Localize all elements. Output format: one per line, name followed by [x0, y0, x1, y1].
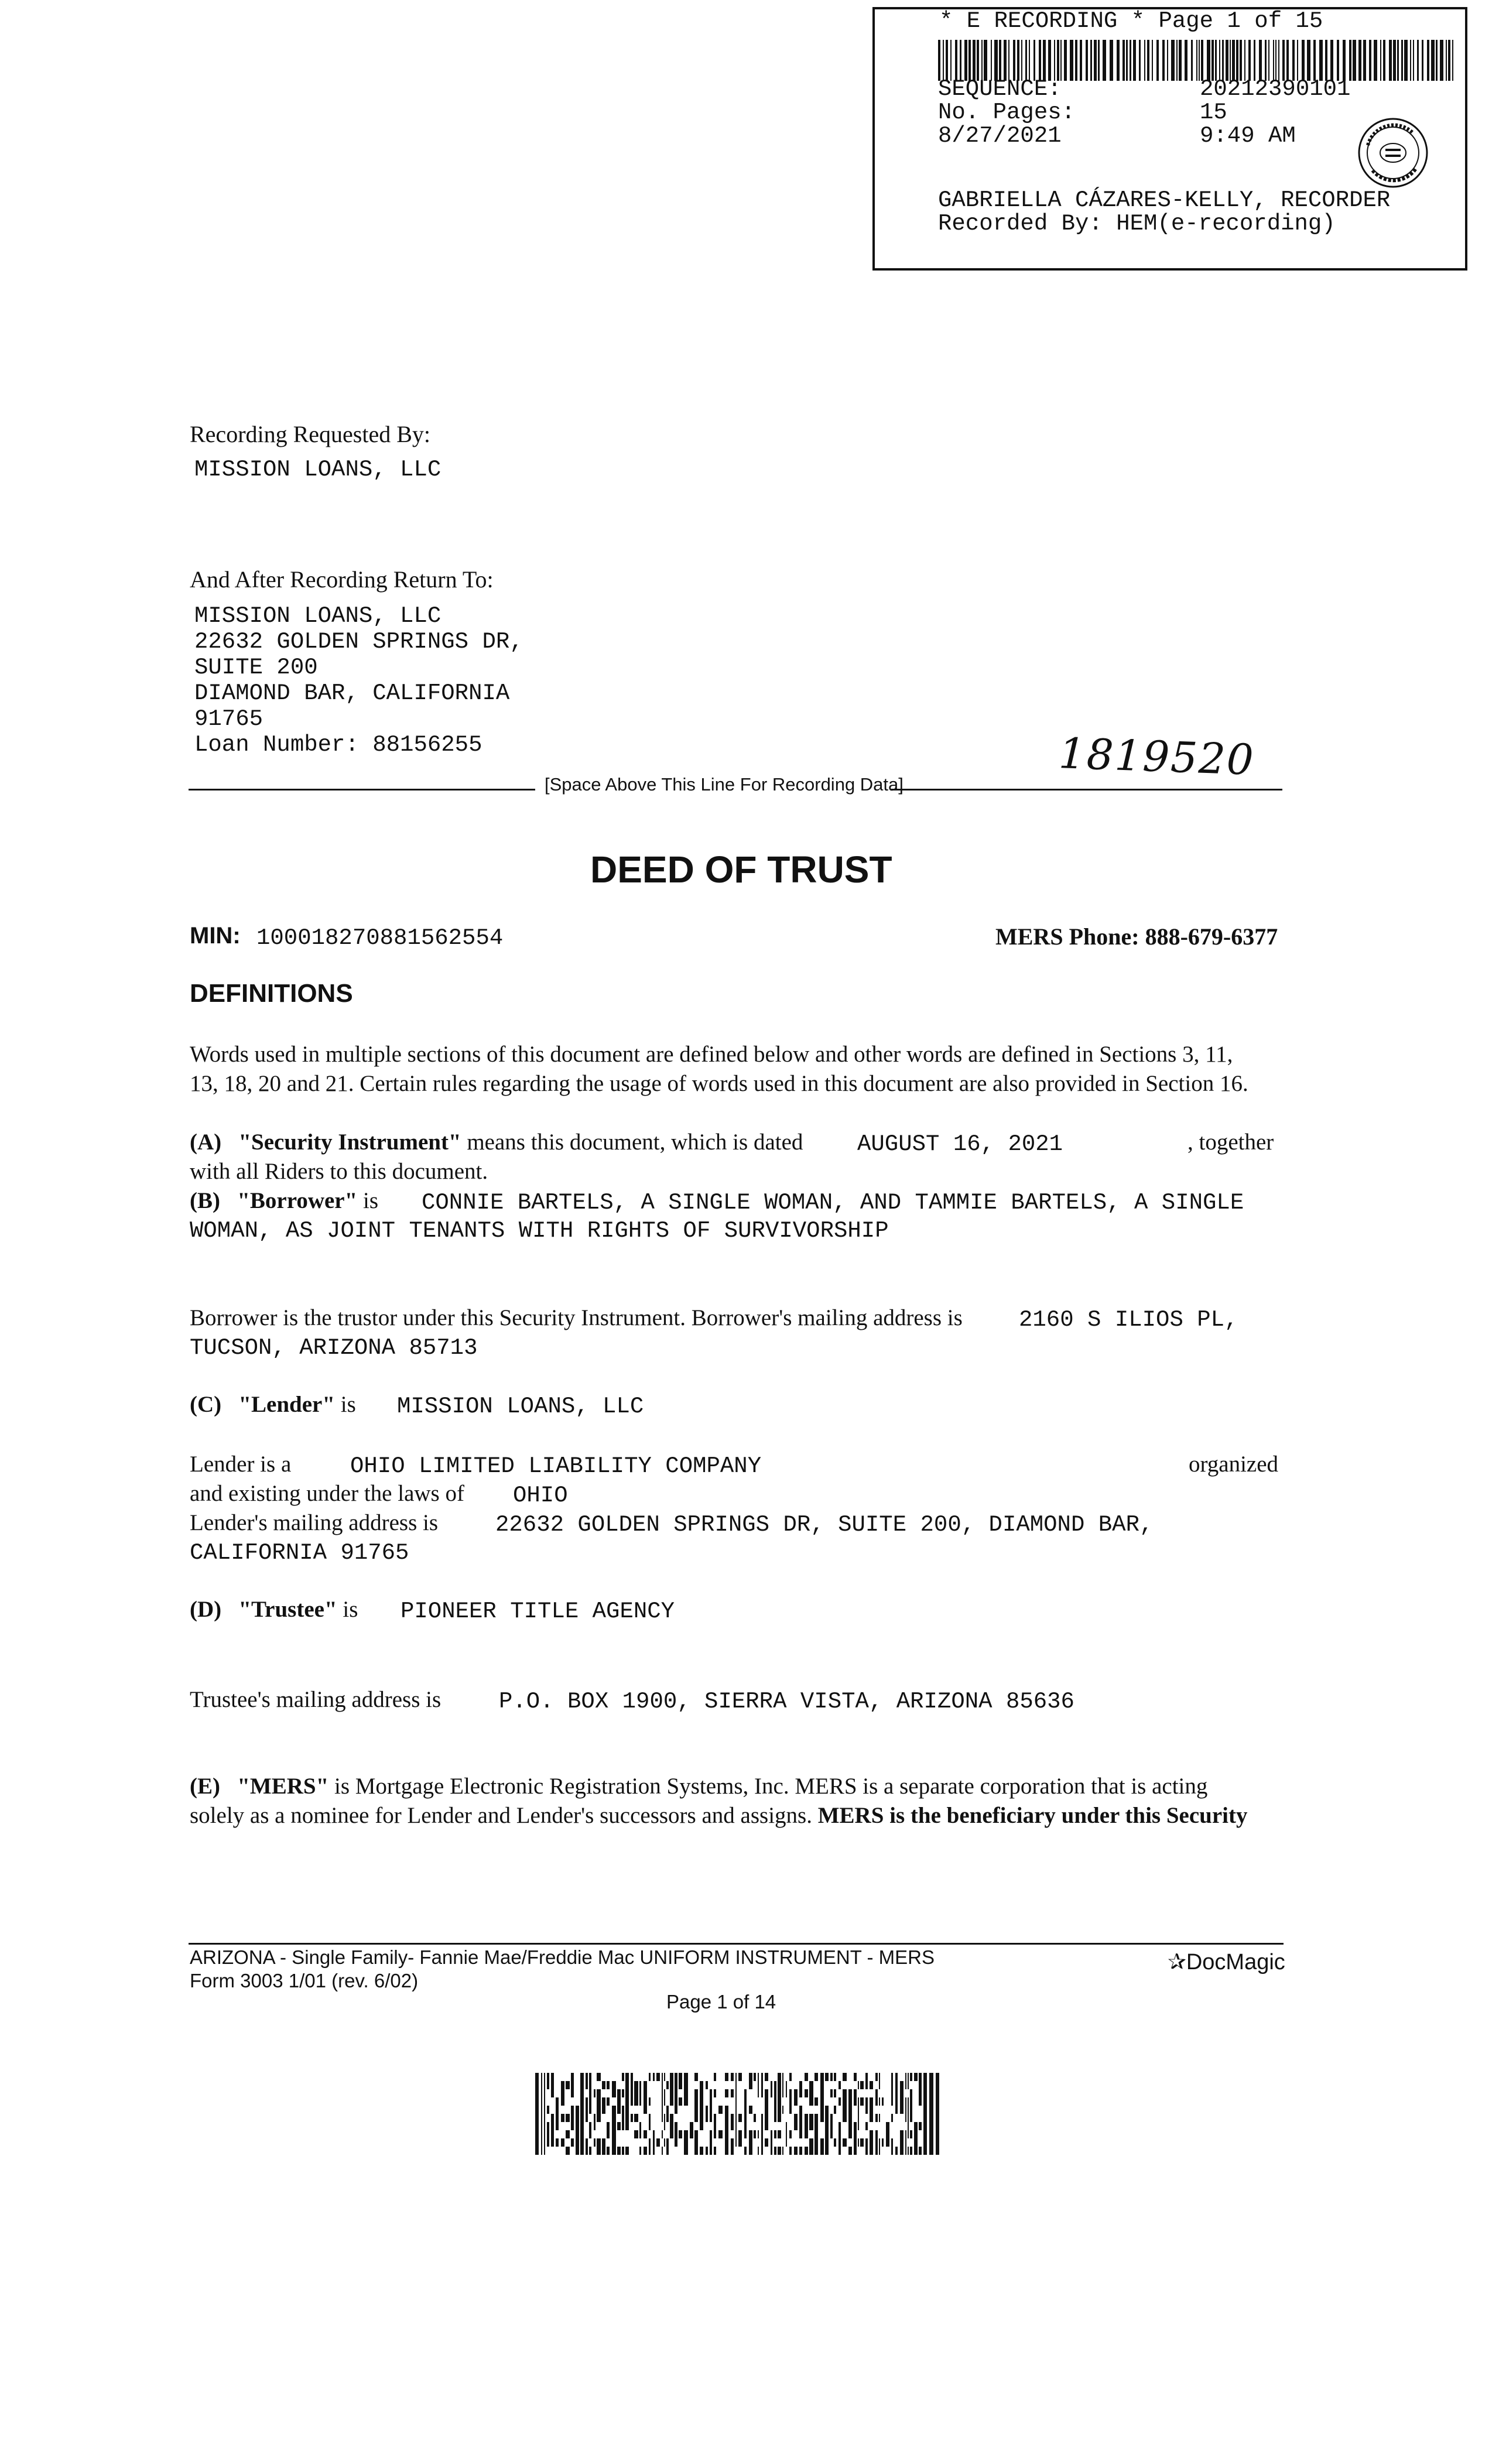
definitions-heading: DEFINITIONS	[190, 979, 353, 1008]
def-a-tag: (A)	[190, 1130, 222, 1155]
min-value: 100018270881562554	[256, 925, 504, 951]
stamp-barcode	[938, 40, 1453, 81]
recorder-name: GABRIELLA CÁZARES-KELLY, RECORDER	[938, 187, 1391, 213]
def-e-line2b: MERS is the beneficiary under this Security	[817, 1803, 1248, 1828]
footer-page-number: Page 1 of 14	[666, 1991, 776, 2013]
lender-entity: OHIO LIMITED LIABILITY COMPANY	[350, 1453, 762, 1479]
county-seal-icon	[1355, 115, 1431, 191]
trustee-name: PIONEER TITLE AGENCY	[401, 1599, 675, 1624]
def-a-line2: with all Riders to this document.	[190, 1159, 488, 1184]
def-d-term: "Trustee"	[238, 1597, 337, 1622]
lender-is-a: Lender is a	[190, 1452, 292, 1477]
def-d-tag: (D)	[190, 1597, 222, 1622]
borrower-address2: TUCSON, ARIZONA 85713	[190, 1335, 478, 1361]
record-time: 9:49 AM	[1200, 123, 1296, 149]
lender-mailing2: CALIFORNIA 91765	[190, 1540, 409, 1566]
def-a	[190, 1128, 803, 1157]
docmagic-brand: DocMagic	[1186, 1950, 1285, 1974]
trustee-mailing: P.O. BOX 1900, SIERRA VISTA, ARIZONA 85636	[499, 1689, 1074, 1714]
lender-laws-text: and existing under the laws of	[190, 1481, 464, 1506]
def-c	[190, 1390, 356, 1419]
def-e-line2a: solely as a nominee for Lender and Lender's successors and assigns.	[190, 1803, 812, 1828]
star-icon: ✰	[1168, 1950, 1186, 1974]
footer-rule	[189, 1943, 1284, 1945]
def-d-is: is	[343, 1597, 358, 1622]
return-line: 91765	[194, 706, 263, 732]
def-c-tag: (C)	[190, 1392, 222, 1417]
handwritten-number: 1819520	[1057, 728, 1256, 785]
def-c-is: is	[340, 1392, 356, 1417]
pages-value: 15	[1200, 100, 1227, 125]
lender-mailing1: 22632 GOLDEN SPRINGS DR, SUITE 200, DIAMOND BAR,	[495, 1512, 1154, 1538]
def-a-text: means this document, which is dated	[467, 1130, 803, 1155]
def-b-tag: (B)	[190, 1188, 220, 1213]
loan-number: Loan Number: 88156255	[194, 732, 482, 758]
def-b-is: is	[363, 1188, 379, 1213]
instrument-date: AUGUST 16, 2021	[857, 1131, 1063, 1157]
def-c-term: "Lender"	[238, 1392, 336, 1417]
def-e-line2	[190, 1801, 1247, 1830]
def-e-tag: (E)	[190, 1774, 220, 1799]
record-date: 8/27/2021	[938, 123, 1062, 149]
requested-by-label: Recording Requested By:	[190, 421, 431, 447]
def-a-term: "Security Instrument"	[238, 1130, 461, 1155]
def-a-tail: , together	[1187, 1130, 1274, 1155]
borrower-name-line1: CONNIE BARTELS, A SINGLE WOMAN, AND TAMMIE BARTELS, A SINGLE	[422, 1190, 1244, 1216]
borrower-trustor-text: Borrower is the trustor under this Security Instrument. Borrower's mailing address is	[190, 1305, 963, 1330]
def-b	[190, 1186, 378, 1216]
requested-by-name: MISSION LOANS, LLC	[194, 457, 442, 482]
lender-mailing-label: Lender's mailing address is	[190, 1510, 439, 1535]
def-e-line1: is Mortgage Electronic Registration Systems, Inc. MERS is a separate corporation that is acting	[334, 1774, 1208, 1799]
def-b-term: "Borrower"	[237, 1188, 358, 1213]
return-line: SUITE 200	[194, 655, 318, 680]
lender-organized: organized	[1189, 1452, 1279, 1477]
space-above-label: [Space Above This Line For Recording Data]	[545, 774, 903, 795]
stamp-header: * E RECORDING * Page 1 of 15	[939, 8, 1323, 34]
return-to-label: And After Recording Return To:	[190, 566, 494, 593]
footer-form-line1: ARIZONA - Single Family- Fannie Mae/Freddie Mac UNIFORM INSTRUMENT - MERS	[190, 1946, 935, 1968]
borrower-address1: 2160 S ILIOS PL,	[1019, 1307, 1238, 1333]
recording-stamp	[872, 7, 1467, 271]
def-e-term: "MERS"	[237, 1774, 329, 1799]
intro-line: Words used in multiple sections of this document are defined below and other words are defined in Sections 3, 11,	[190, 1042, 1233, 1067]
return-line: MISSION LOANS, LLC	[194, 603, 442, 629]
docmagic-logo	[1168, 1949, 1285, 1975]
def-e	[190, 1772, 1207, 1801]
return-line: DIAMOND BAR, CALIFORNIA	[194, 680, 510, 706]
def-d	[190, 1595, 358, 1624]
trustee-mailing-label: Trustee's mailing address is	[190, 1687, 442, 1712]
footer-form-line2: Form 3003 1/01 (rev. 6/02)	[190, 1970, 419, 1991]
pages-label: No. Pages:	[938, 100, 1076, 125]
sequence-label: SEQUENCE:	[938, 76, 1062, 102]
document-title: DEED OF TRUST	[590, 848, 892, 891]
return-line: 22632 GOLDEN SPRINGS DR,	[194, 629, 523, 655]
lender-state: OHIO	[513, 1483, 568, 1508]
lender-name: MISSION LOANS, LLC	[397, 1394, 644, 1419]
mers-phone: MERS Phone: 888-679-6377	[995, 923, 1278, 950]
sequence-value: 20212390101	[1200, 76, 1351, 102]
return-to-address	[194, 603, 523, 758]
borrower-name-line2: WOMAN, AS JOINT TENANTS WITH RIGHTS OF SURVIVORSHIP	[190, 1218, 889, 1244]
divider-left	[189, 789, 535, 790]
divider-right	[891, 789, 1282, 790]
intro-line: 13, 18, 20 and 21. Certain rules regarding the usage of words used in this document are also provided in Section 16.	[190, 1071, 1248, 1096]
recorded-by: Recorded By: HEM(e-recording)	[938, 211, 1336, 237]
intro-paragraph	[190, 1040, 1248, 1098]
min-label: MIN:	[190, 923, 241, 949]
document-barcode	[535, 2073, 940, 2155]
